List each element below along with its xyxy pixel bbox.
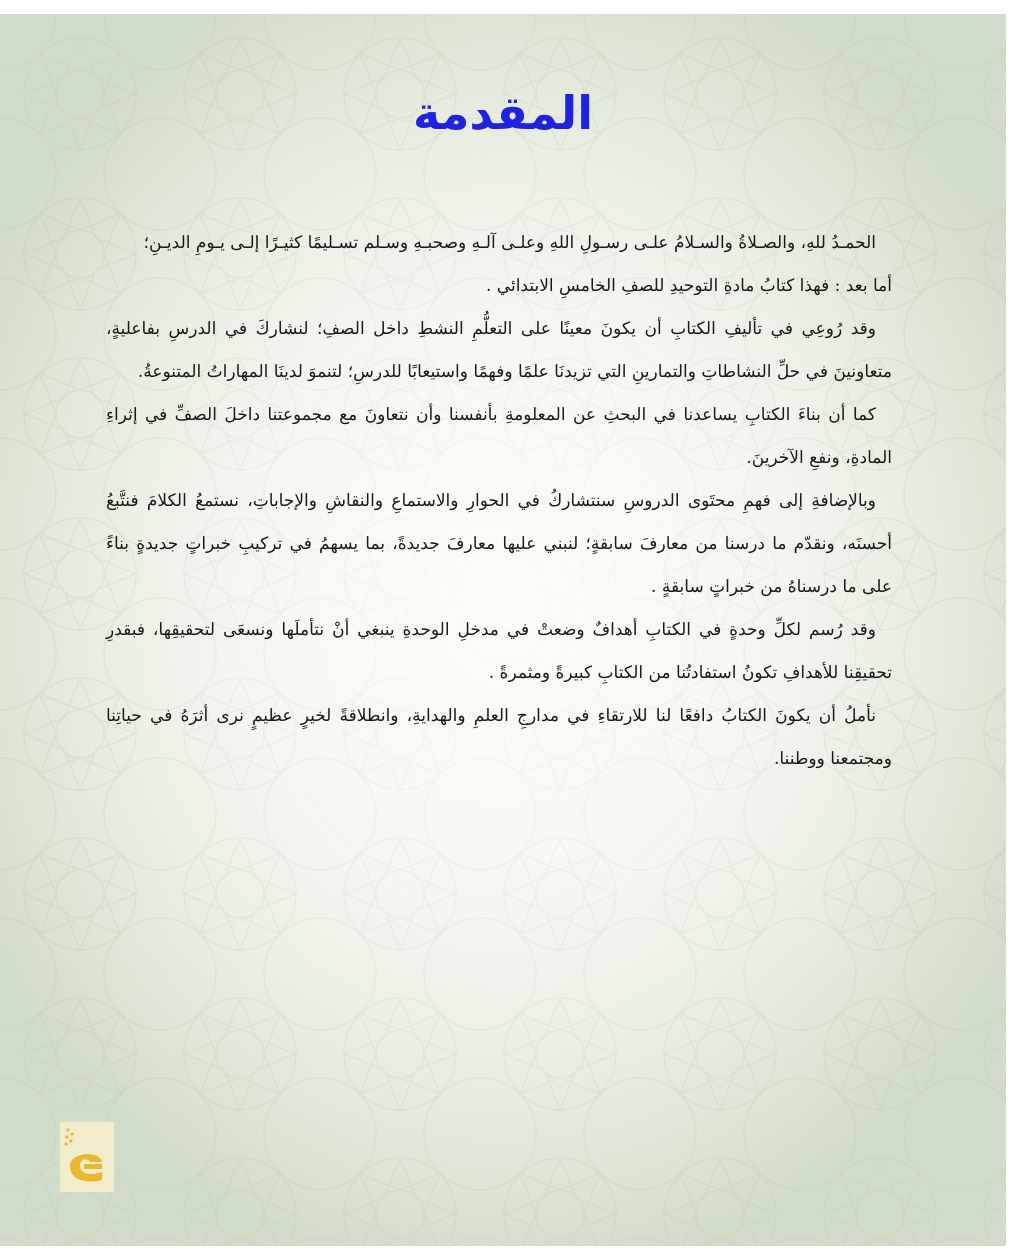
paragraph-praise: الحمـدُ للهِ، والصـلاةُ والسـلامُ علـى رسـولِ اللهِ وعلـى آلـهِ وصحبـهِ وسـلم تسـليمًا كثيـرًا إلـى يـومِ الديـنِ؛ bbox=[143, 233, 876, 253]
paragraph-book-intro: أما بعد : فهذا كتابُ مادةِ التوحيدِ للصفِ الخامسِ الابتدائي . bbox=[486, 276, 892, 296]
publisher-logo-icon bbox=[60, 1122, 114, 1192]
page-title: المقدمة bbox=[413, 86, 593, 140]
introduction-text bbox=[106, 222, 892, 781]
publisher-logo bbox=[60, 1122, 114, 1192]
paragraph-unit-goals: وقد رُسم لكلِّ وحدةٍ في الكتابِ أهدافٌ وضعتْ في مدخلِ الوحدةِ ينبغي أنْ نتأملَها ونسعَى لتحقيقِها، فبقدرِ تحقيقِنا للأهدافِ تكونُ استفادتُنا من الكتابِ كبيرةً ومثمرةً . bbox=[106, 620, 892, 683]
book-page bbox=[0, 14, 1006, 1246]
paragraph-dialogue: وبالإضافةِ إلى فهمِ محتَوى الدروسِ سنتشاركُ في الحوارِ والاستماعِ والنقاشِ والإجاباتِ، نستمعُ الكلامَ فنتَّبعُ أحسنَه، ونقدّم ما درسنا من معارفَ سابقةٍ؛ لنبني عليها معارفَ جديدةً، بما يسهمُ في تركيبِ خبراتٍ جديدةٍ بناءً على ما درسناهُ من خبراتٍ سابقةٍ . bbox=[106, 491, 892, 597]
paragraph-active-learning: وقد رُوعِي في تأليفِ الكتابِ أن يكونَ معينًا على التعلُّمِ النشطِ داخل الصفِ؛ لنشاركَ في الدرسِ بفاعليةٍ، متعاونينَ في حلِّ النشاطاتِ والتمارينِ التي تزيدنَا علمًا وفهمًا واستيعابًا للدرسِ؛ لتنموَ لدينَا المهاراتُ المتنوعةُ. bbox=[106, 319, 892, 382]
paragraph-book-structure: كما أن بناءَ الكتابِ يساعدنا في البحثِ عن المعلومةِ بأنفسنا وأن نتعاونَ مع مجموعتنا داخلَ الصفِّ في إثراءِ المادةِ، ونفعِ الآخرينَ. bbox=[106, 405, 892, 468]
paragraph-closing: نأملُ أن يكونَ الكتابُ دافعًا لنا للارتقاءِ في مدارجِ العلمِ والهدايةِ، وانطلاقةً لخيرٍ عظيمٍ نرى أثرَهُ في حياتِنا ومجتمعنا ووطننا. bbox=[106, 706, 892, 769]
